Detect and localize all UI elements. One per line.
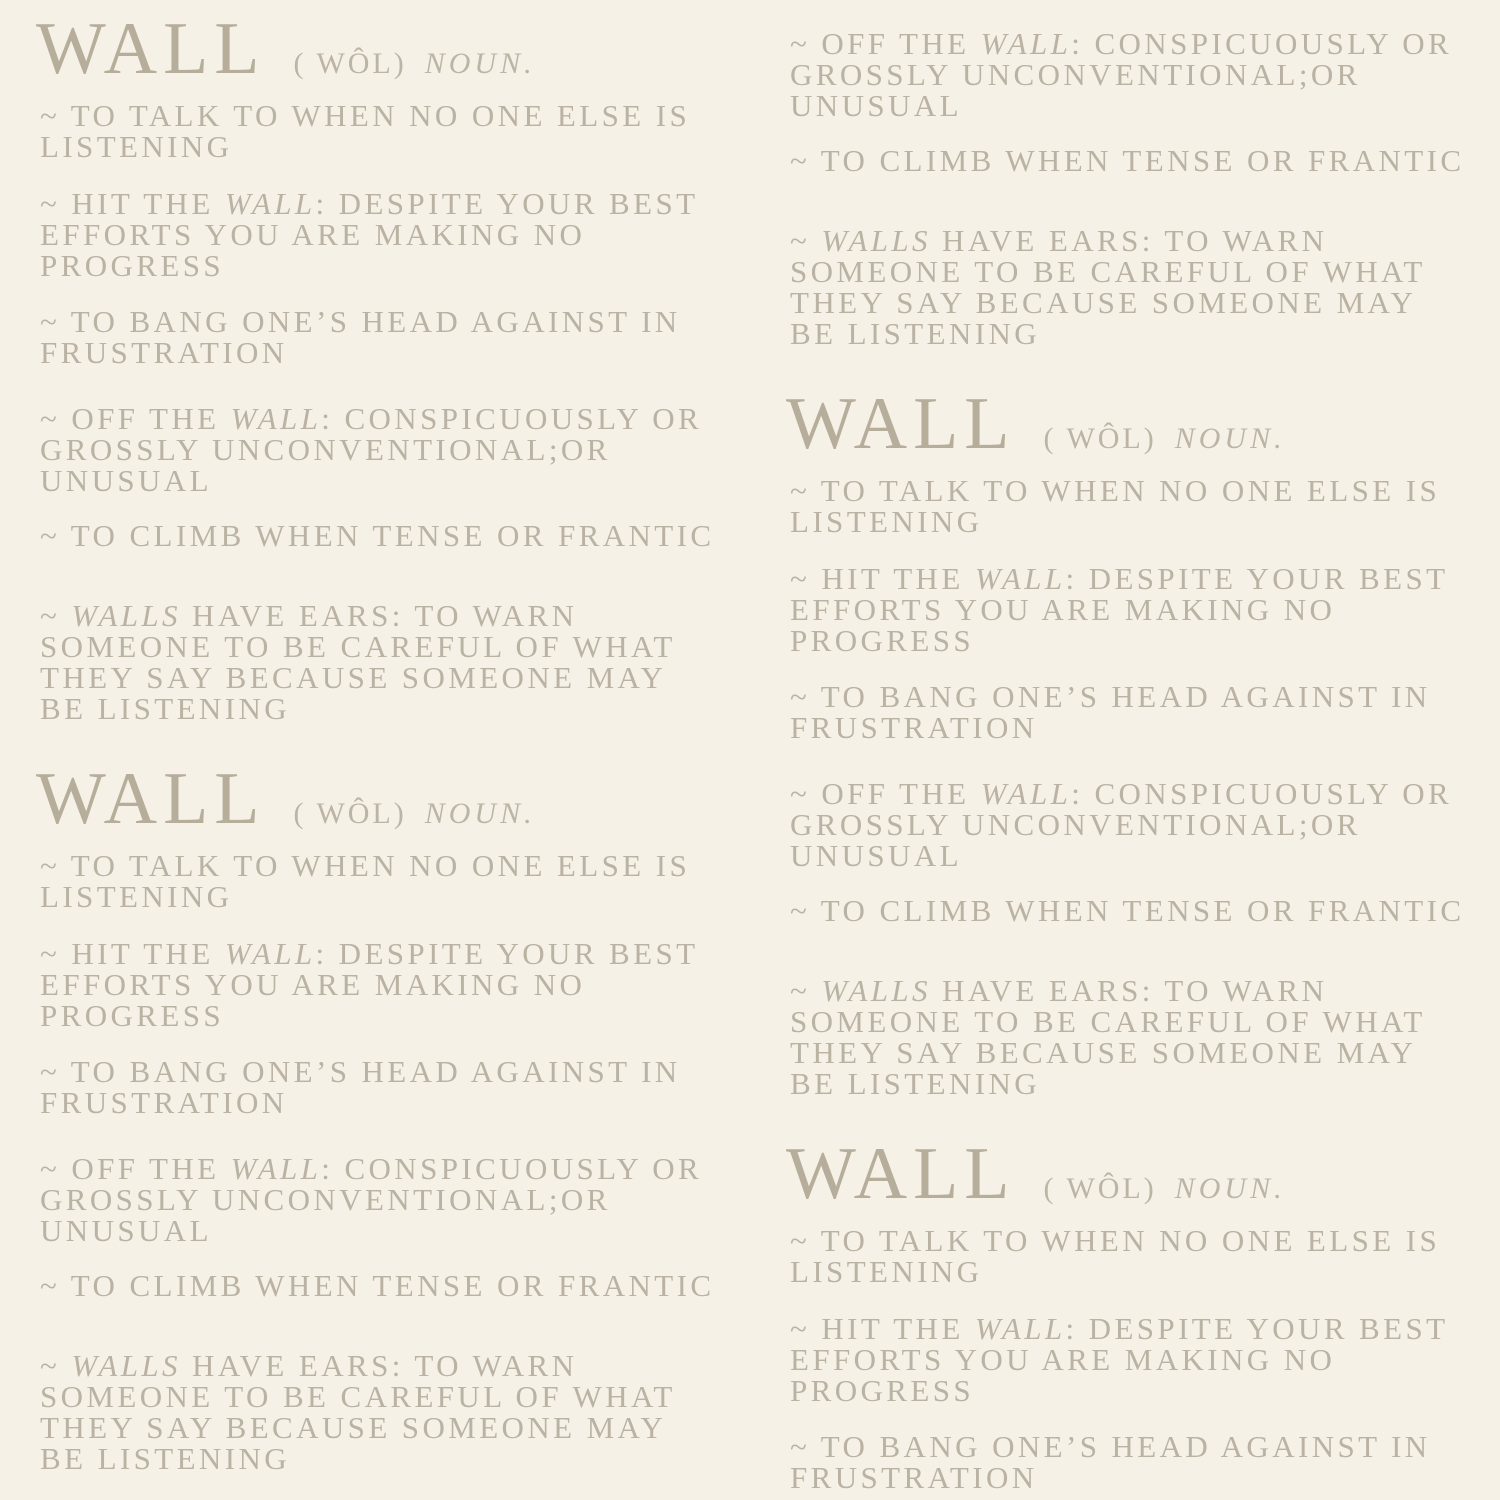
definition-climb: ~ TO CLIMB WHEN TENSE OR FRANTIC bbox=[790, 143, 1465, 178]
pronunciation: ( WÔL) bbox=[1043, 1172, 1157, 1205]
part-of-speech: NOUN. bbox=[1174, 422, 1286, 455]
part-of-speech: NOUN. bbox=[1174, 1172, 1286, 1205]
definition-off-the-wall: ~ OFF THE WALL: CONSPICUOUSLY OR GROSSLY UNCONVENTIONAL;OR UNUSUAL bbox=[40, 1151, 703, 1248]
headword: WALL bbox=[786, 383, 1016, 465]
definition-hit-the-wall: ~ HIT THE WALL: DESPITE YOUR BEST EFFORTS YOU ARE MAKING NO PROGRESS bbox=[40, 186, 698, 283]
definition-talk: ~ TO TALK TO WHEN NO ONE ELSE IS LISTENING bbox=[790, 473, 1441, 539]
part-of-speech: NOUN. bbox=[424, 47, 536, 80]
definition-climb: ~ TO CLIMB WHEN TENSE OR FRANTIC bbox=[790, 893, 1465, 928]
definition-hit-the-wall: ~ HIT THE WALL: DESPITE YOUR BEST EFFORTS YOU ARE MAKING NO PROGRESS bbox=[40, 936, 698, 1033]
definition-off-the-wall: ~ OFF THE WALL: CONSPICUOUSLY OR GROSSLY UNCONVENTIONAL;OR UNUSUAL bbox=[40, 401, 703, 498]
part-of-speech: NOUN. bbox=[424, 797, 536, 830]
definition-walls-have-ears: ~ WALLS HAVE EARS: TO WARN SOMEONE TO BE CAREFUL OF WHAT THEY SAY BECAUSE SOMEONE MAY BE LISTENING bbox=[40, 598, 676, 726]
entry-header bbox=[36, 8, 536, 90]
entry-header bbox=[786, 383, 1286, 465]
headword: WALL bbox=[786, 1133, 1016, 1215]
headword: WALL bbox=[36, 758, 266, 840]
entry-header bbox=[786, 1133, 1286, 1215]
definition-talk: ~ TO TALK TO WHEN NO ONE ELSE IS LISTENING bbox=[790, 1223, 1441, 1289]
definition-bang-head: ~ TO BANG ONE’S HEAD AGAINST IN FRUSTRATION bbox=[40, 304, 681, 370]
definition-off-the-wall: ~ OFF THE WALL: CONSPICUOUSLY OR GROSSLY UNCONVENTIONAL;OR UNUSUAL bbox=[790, 26, 1453, 123]
definition-hit-the-wall: ~ HIT THE WALL: DESPITE YOUR BEST EFFORTS YOU ARE MAKING NO PROGRESS bbox=[790, 561, 1448, 658]
definition-walls-have-ears: ~ WALLS HAVE EARS: TO WARN SOMEONE TO BE CAREFUL OF WHAT THEY SAY BECAUSE SOMEONE MAY BE LISTENING bbox=[790, 973, 1426, 1101]
definition-walls-have-ears: ~ WALLS HAVE EARS: TO WARN SOMEONE TO BE CAREFUL OF WHAT THEY SAY BECAUSE SOMEONE MAY BE LISTENING bbox=[790, 223, 1426, 351]
pronunciation: ( WÔL) bbox=[293, 47, 407, 80]
headword: WALL bbox=[36, 8, 266, 90]
definition-off-the-wall: ~ OFF THE WALL: CONSPICUOUSLY OR GROSSLY UNCONVENTIONAL;OR UNUSUAL bbox=[790, 776, 1453, 873]
definition-bang-head: ~ TO BANG ONE’S HEAD AGAINST IN FRUSTRATION bbox=[40, 1054, 681, 1120]
definition-climb: ~ TO CLIMB WHEN TENSE OR FRANTIC bbox=[40, 1268, 715, 1303]
definition-walls-have-ears: ~ WALLS HAVE EARS: TO WARN SOMEONE TO BE CAREFUL OF WHAT THEY SAY BECAUSE SOMEONE MAY BE LISTENING bbox=[40, 1348, 676, 1476]
pronunciation: ( WÔL) bbox=[1043, 422, 1157, 455]
definition-climb: ~ TO CLIMB WHEN TENSE OR FRANTIC bbox=[40, 518, 715, 553]
definition-talk: ~ TO TALK TO WHEN NO ONE ELSE IS LISTENING bbox=[40, 98, 691, 164]
definition-bang-head: ~ TO BANG ONE’S HEAD AGAINST IN FRUSTRATION bbox=[790, 679, 1431, 745]
definition-hit-the-wall: ~ HIT THE WALL: DESPITE YOUR BEST EFFORTS YOU ARE MAKING NO PROGRESS bbox=[790, 1311, 1448, 1408]
definition-bang-head: ~ TO BANG ONE’S HEAD AGAINST IN FRUSTRATION bbox=[790, 1429, 1431, 1495]
definition-talk: ~ TO TALK TO WHEN NO ONE ELSE IS LISTENING bbox=[40, 848, 691, 914]
pronunciation: ( WÔL) bbox=[293, 797, 407, 830]
entry-header bbox=[36, 758, 536, 840]
